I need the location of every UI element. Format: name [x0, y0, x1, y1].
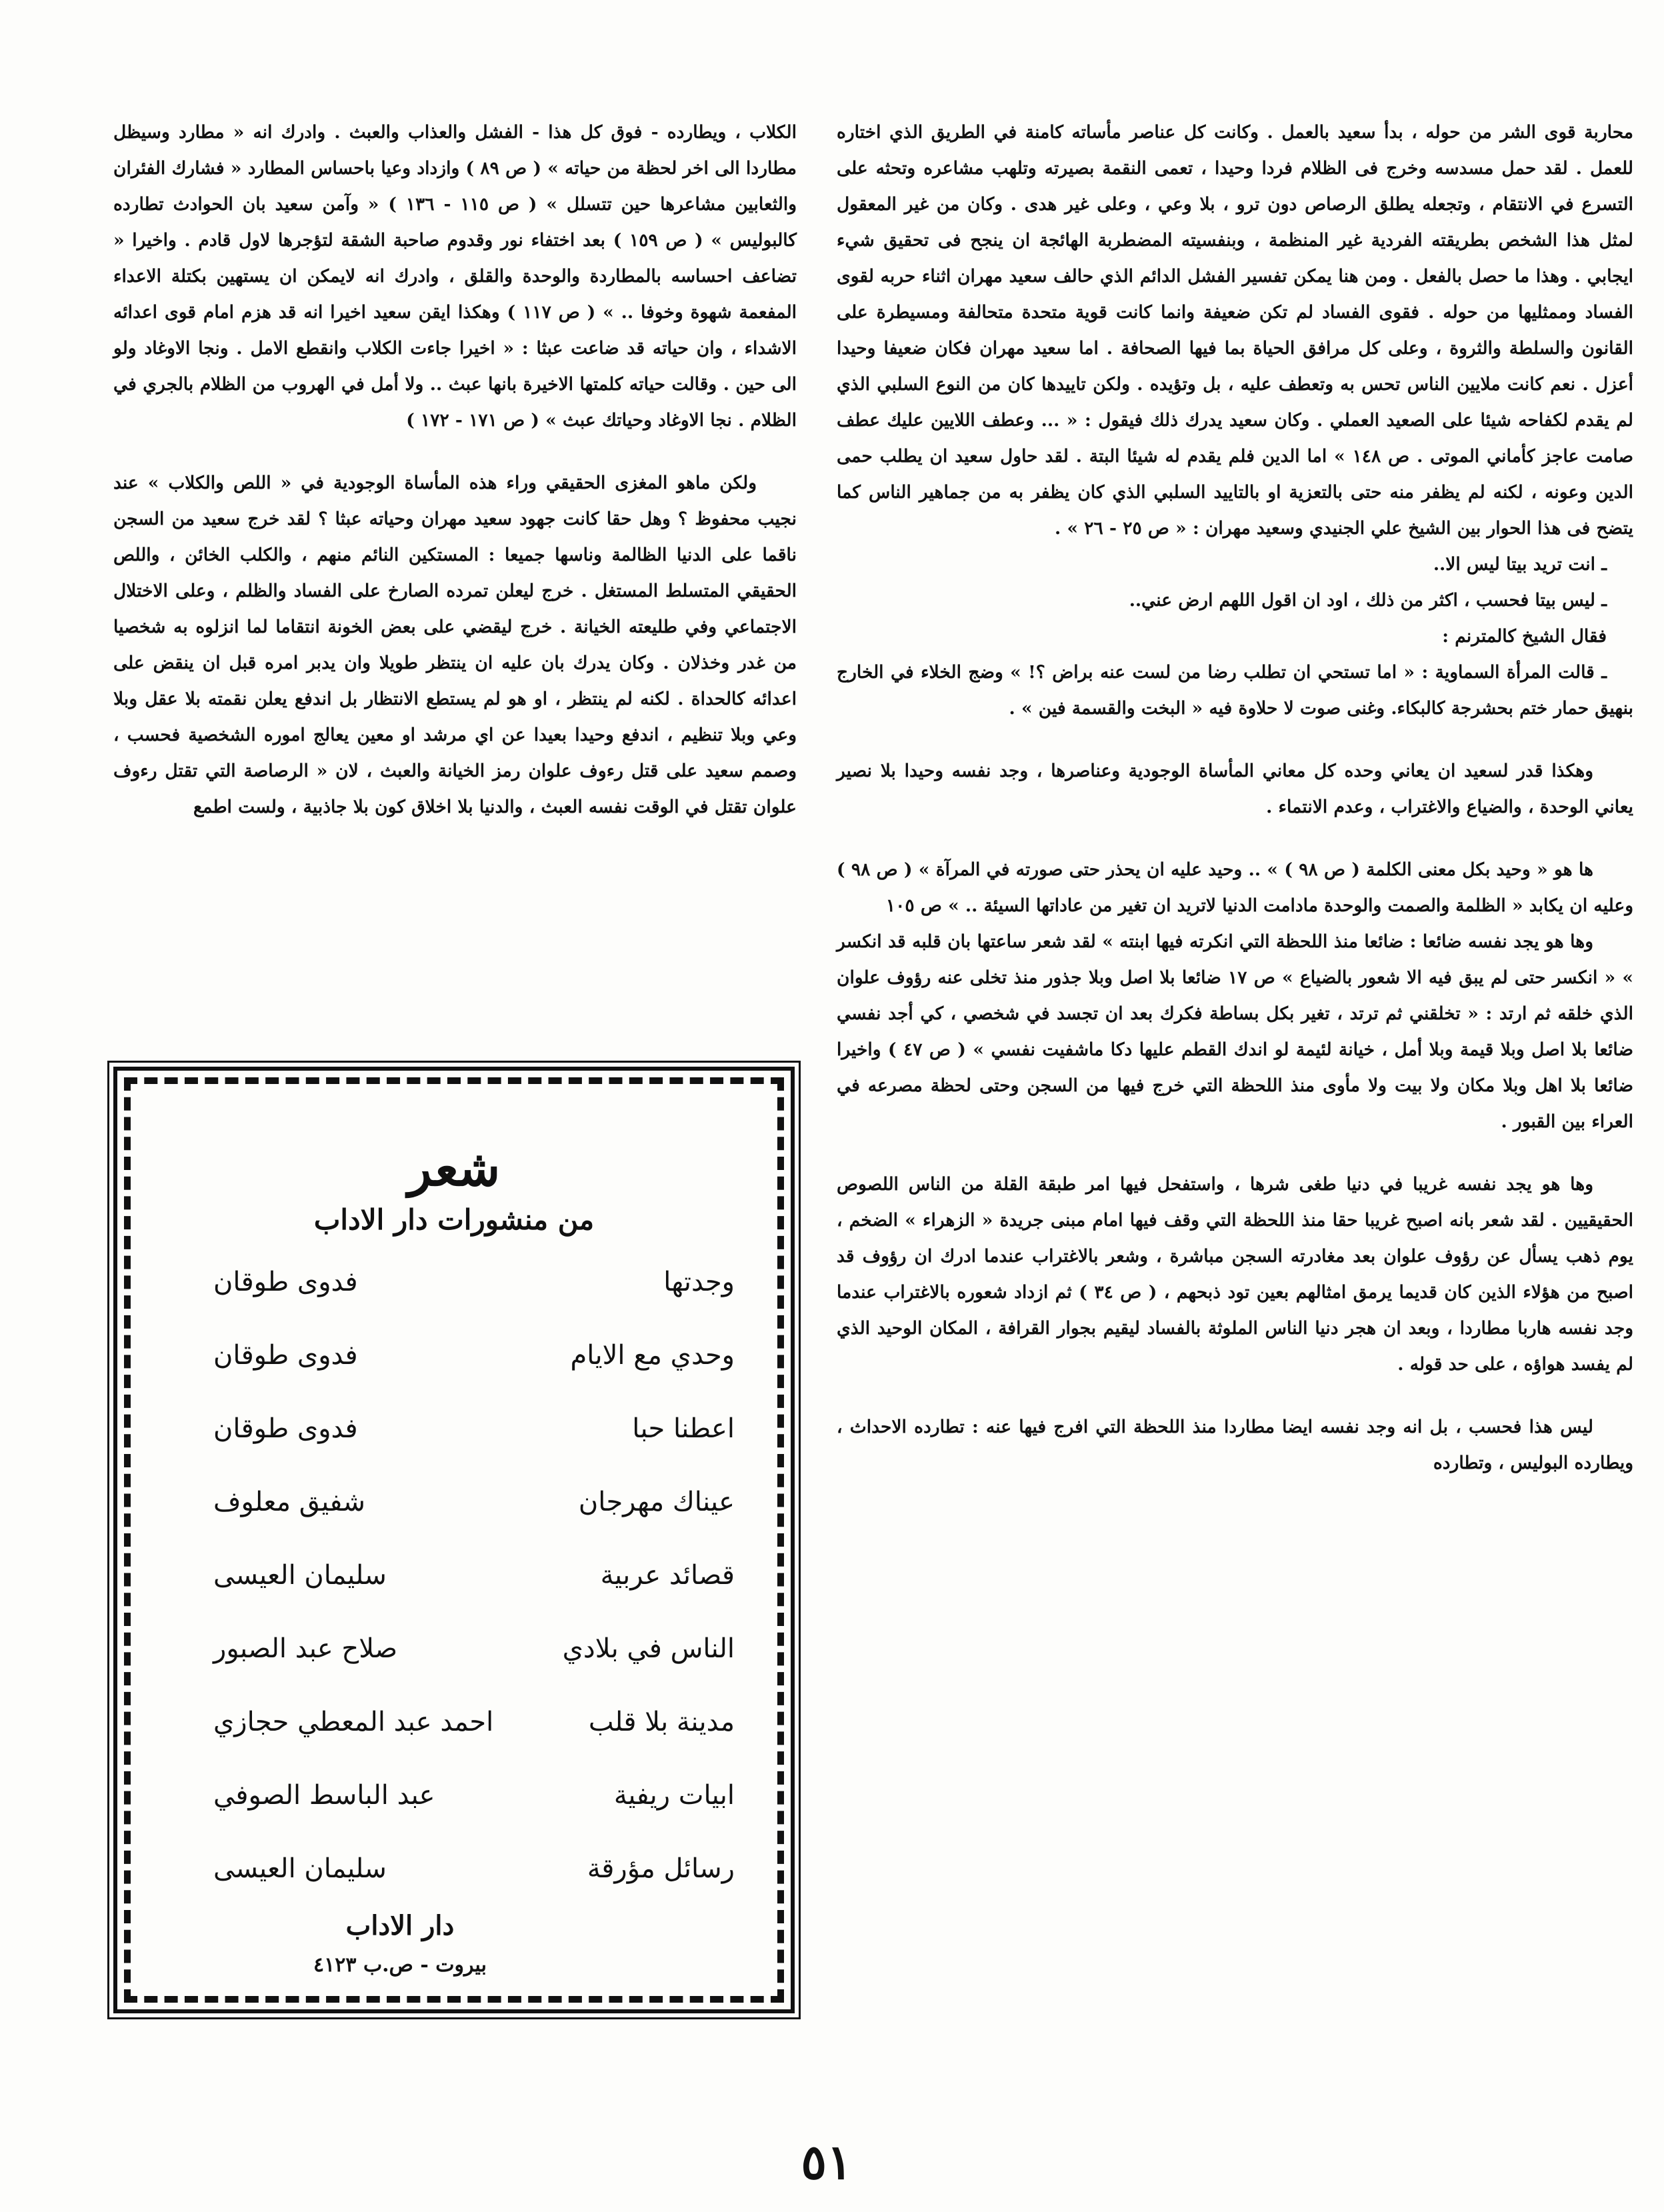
book-author: سليمان العيسى: [213, 1560, 387, 1591]
book-listing: [173, 1633, 735, 1673]
poetry-advertisement: [113, 1067, 795, 2013]
book-author: سليمان العيسى: [213, 1853, 387, 1884]
book-listing: [173, 1560, 735, 1600]
book-listing: [173, 1267, 735, 1307]
book-author: احمد عبد المعطي حجازي: [213, 1707, 494, 1737]
article-paragraph: ولكن ماهو المغزى الحقيقي وراء هذه المأساة الوجودية في « اللص والكلاب » عند نجيب محفوظ ؟ وهل حقا كانت جهود سعيد مهران وحياته عبثا ؟ لقد خرج سعيد من السجن ناقما على الدنيا الظالمة وناسها جميعا : المستكين النائم منهم ، والكلب الخائن ، واللص الحقيقي المتسلط المستغل . خرج ليعلن تمرده الصارخ على الفساد والظلم ، وعلى الاختلال الاجتماعي وفي طليعته الخيانة . خرج ليقضي على بعض الخونة انتقاما لما انزلوه به شخصيا من غدر وخذلان . وكان يدرك بان عليه ان ينتظر طويلا وان يدبر امره قبل ان ينقض على اعدائه كالحداة . لكنه لم ينتظر ، او هو لم يستطع الانتظار بل اندفع يعلن نقمته بلا عقل وبلا وعي وبلا تنظيم ، اندفع وحيدا بعيدا عن اي مرشد او معين يعالج اموره الشخصية فحسب ، وصمم سعيد على قتل رءوف علوان رمز الخيانة والعبث ، لان « الرصاصة التي تقتل رءوف علوان تقتل في الوقت نفسه العبث ، والدنيا بلا اخلاق كون بلا جاذبية ، ولست اطمع: [113, 473, 797, 817]
dialogue-line: ـ انت تريد بيتا ليس الا..: [1433, 554, 1607, 575]
book-listing: [173, 1340, 735, 1380]
ad-title: شعر: [407, 1140, 501, 1197]
book-author: فدوى طوقان: [213, 1413, 358, 1444]
page-number: ٥١: [801, 2133, 853, 2190]
book-listing: [173, 1853, 735, 1893]
dialogue-line: ـ ليس بيتا فحسب ، اكثر من ذلك ، اود ان اقول اللهم ارض عني..: [1129, 590, 1607, 611]
dialogue-line: فقال الشيخ كالمترنم :: [1442, 626, 1607, 647]
book-title: رسائل مؤرقة: [587, 1853, 735, 1884]
book-title: وحدي مع الايام: [570, 1340, 735, 1371]
advertisement-content: [147, 1093, 761, 1987]
book-author: شفيق معلوف: [213, 1487, 365, 1517]
article-paragraph: وها هو يجد نفسه غريبا في دنيا طغى شرها ، واستفحل فيها امر طبقة القلة من الناس اللصوص الحقيقيين . لقد شعر بانه اصبح غريبا حقا منذ اللحظة التي وقف فيها امام مبنى جريدة « الزهراء » الضخم ، يوم ذهب يسأل عن رؤوف علوان بعد مغادرته السجن مباشرة ، وشعر بالاغتراب عندما ادرك ان رؤوف قد اصبح من هؤلاء الذين كان قديما يرمق امثالهم بعين تود ذبحهم ، ( ص ٣٤ ) ثم ازداد شعوره بالاغتراب عندما وجد نفسه هاربا مطاردا ، وبعد ان هجر دنيا الناس الملوثة بالفساد ليقيم بجوار القرافة ، المكان الوحيد الذي لم يفسد هواؤه ، على حد قوله .: [837, 1174, 1633, 1375]
book-author: فدوى طوقان: [213, 1267, 358, 1297]
article-paragraph: وهكذا قدر لسعيد ان يعاني وحده كل معاني المأساة الوجودية وعناصرها ، وجد نفسه وحيدا بلا نصير يعاني الوحدة ، والضياع والاغتراب ، وعدم الانتماء .: [837, 761, 1633, 817]
publisher-address: بيروت - ص.ب ٤١٢٣: [313, 1953, 487, 1977]
book-title: عيناك مهرجان: [578, 1487, 735, 1517]
book-title: ابيات ريفية: [613, 1780, 735, 1811]
book-author: عبد الباسط الصوفي: [213, 1780, 435, 1811]
article-paragraph: الكلاب ، ويطارده - فوق كل هذا - الفشل والعذاب والعبث . وادرك انه « مطارد وسيظل مطاردا الى اخر لحظة من حياته » ( ص ٨٩ ) وازداد وعيا باحساس المطارد « فشارك الفئران والثعابين مشاعرها حين تتسلل » ( ص ١١٥ - ١٣٦ ) « وآمن سعيد بان الحوادث تطارده كالبوليس » ( ص ١٥٩ ) بعد اختفاء نور وقدوم صاحبة الشقة لتؤجرها لاول قادم . واخيرا « تضاعف احساسه بالمطاردة والوحدة والقلق ، وادرك انه لايمكن ان يستهين بكتلة الاعداء المفعمة شهوة وخوفا .. » ( ص ١١٧ ) وهكذا ايقن سعيد اخيرا انه قد هزم امام قوى اعدائه الاشداء ، وان حياته قد ضاعت عبثا : « اخيرا جاءت الكلاب وانقطع الامل . ونجا الاوغاد ولو الى حين . وقالت حياته كلمتها الاخيرة بانها عبث .. ولا أمل في الهروب من الظلام بالجري في الظلام . نجا الاوغاد وحياتك عبث » ( ص ١٧١ - ١٧٢ ): [113, 122, 797, 431]
article-paragraph: ليس هذا فحسب ، بل انه وجد نفسه ايضا مطاردا منذ اللحظة التي افرج فيها عنه : تطارده الاحداث ، ويطارده البوليس ، وتطارده: [837, 1417, 1633, 1473]
article-paragraph: وها هو يجد نفسه ضائعا : ضائعا منذ اللحظة التي انكرته فيها ابنته » لقد شعر ساعتها بان قلبه قد انكسر » « انكسر حتى لم يبق فيه الا شعور بالضياع » ص ١٧ ضائعا بلا اصل وبلا جذور منذ تخلى عنه رؤوف علوان الذي خلقه ثم ارتد : « تخلقني ثم ترتد ، تغير بكل بساطة فكرك بعد ان تجسد في شخصي ، كي أجد نفسي ضائعا بلا اصل وبلا قيمة وبلا أمل ، خيانة لئيمة لو اندك القطم عليها دكا ماشفيت نفسي » ( ص ٤٧ ) واخيرا ضائعا بلا اهل وبلا مكان ولا بيت ولا مأوى منذ اللحظة التي خرج فيها من السجن وحتى لحظة مصرعه في العراء بين القبور .: [837, 931, 1634, 1132]
book-author: فدوى طوقان: [213, 1340, 358, 1371]
article-paragraph: محاربة قوى الشر من حوله ، بدأ سعيد بالعمل . وكانت كل عناصر مأساته كامنة في الطريق الذي اختاره للعمل . لقد حمل مسدسه وخرج فى الظلام فردا وحيدا ، تعمى النقمة بصيرته وتلهب مشاعره وتحثه على التسرع في الانتقام ، وتجعله يطلق الرصاص دون ترو ، بلا وعي ، وعلى غير هدى . وكان من غير المعقول لمثل هذا الشخص بطريقته الفردية غير المنظمة ، وبنفسيته المضطربة الهائجة ان ينجح فى تحقيق شيء ايجابي . وهذا ما حصل بالفعل . ومن هنا يمكن تفسير الفشل الدائم الذي حالف سعيد مهران اثناء حربه لقوى الفساد وممثليها من حوله . فقوى الفساد لم تكن ضعيفة وانما كانت قوية متحدة متحالفة ومسيطرة على القانون والسلطة والثروة ، وعلى كل مرافق الحياة بما فيها الصحافة . اما سعيد مهران فكان ضعيفا وحيدا أعزل . نعم كانت ملايين الناس تحس به وتعطف عليه ، بل وتؤيده . ولكن تاييدها كان من النوع السلبي الذي لم يقدم لكفاحه شيئا على الصعيد العملي . وكان سعيد يدرك ذلك فيقول : « ... وعطف اللايين عليك عطف صامت عاجز كأماني الموتى . ص ١٤٨ » اما الدين فلم يقدم له شيئا البتة . لقد حاول سعيد ان يطلب حمى الدين وعونه ، لكنه لم يظفر منه حتى بالتعزية او بالتاييد السلبي الذي كان يظفر به من جماهير الناس كما يتضح فى هذا الحوار بين الشيخ علي الجنيدي وسعيد مهران : « ص ٢٥ - ٢٦ » .: [837, 122, 1633, 539]
book-listing: [173, 1413, 735, 1453]
book-listing: [173, 1780, 735, 1820]
book-title: اعطنا حبا: [632, 1413, 735, 1444]
dialogue-line: ـ قالت المرأة السماوية : « اما تستحي ان تطلب رضا من لست عنه براض ؟! » وضج الخلاء في الخارج بنهيق حمار ختم بحشرجة كالبكاء. وغنى صوت لا حلاوة فيه « البخت والقسمة فين » .: [837, 662, 1633, 719]
book-author: صلاح عبد الصبور: [213, 1633, 398, 1664]
book-listing: [173, 1487, 735, 1527]
book-listing: [173, 1707, 735, 1747]
publisher-name: دار الاداب: [345, 1910, 455, 1941]
book-title: مدينة بلا قلب: [588, 1707, 735, 1737]
book-title: وجدتها: [663, 1267, 735, 1297]
ad-subtitle: من منشورات دار الاداب: [313, 1203, 595, 1236]
book-title: قصائد عربية: [600, 1560, 735, 1591]
left-column: [113, 115, 797, 825]
right-column: [837, 115, 1633, 1481]
article-paragraph: ها هو « وحيد بكل معنى الكلمة ( ص ٩٨ ) » .. وحيد عليه ان يحذر حتى صورته في المرآة » ( ص ٩٨ ) وعليه ان يكابد « الظلمة والصمت والوحدة مادامت الدنيا لاتريد ان تغير من عاداتها السيئة .. » ص ١٠٥: [837, 859, 1633, 916]
book-title: الناس في بلادي: [562, 1633, 735, 1664]
